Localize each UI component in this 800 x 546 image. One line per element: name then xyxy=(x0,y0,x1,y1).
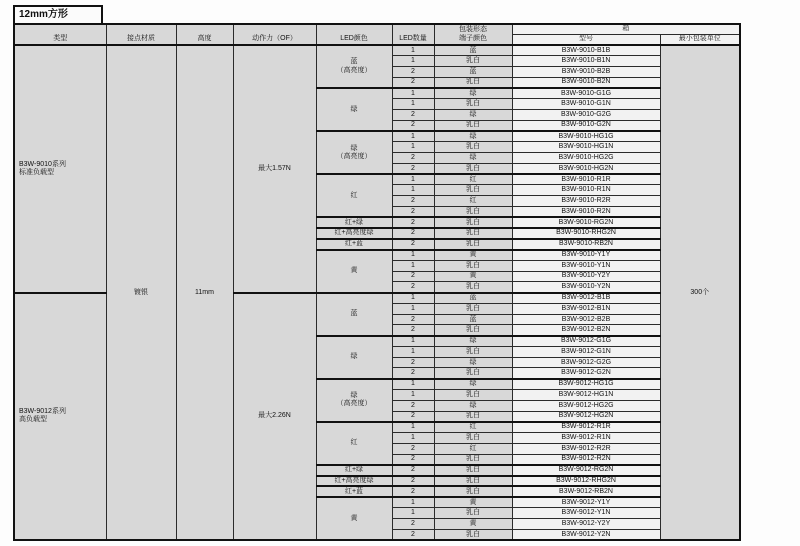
led-count-cell: 2 xyxy=(392,368,434,379)
terminal-color-cell: 乳白 xyxy=(434,228,512,239)
led-count-cell: 2 xyxy=(392,400,434,411)
model-cell: B3W-9010-B1N xyxy=(512,56,660,67)
led-count-cell: 1 xyxy=(392,99,434,110)
led-count-cell: 1 xyxy=(392,433,434,444)
col-header-led-count: LED数量 xyxy=(392,24,434,45)
led-count-cell: 2 xyxy=(392,411,434,422)
col-header-operating-force: 动作力（OF） xyxy=(233,24,316,45)
led-count-cell: 1 xyxy=(392,390,434,401)
model-cell: B3W-9012-G1N xyxy=(512,346,660,357)
led-count-cell: 2 xyxy=(392,282,434,293)
terminal-color-cell: 乳白 xyxy=(434,346,512,357)
led-count-cell: 2 xyxy=(392,77,434,88)
model-cell: B3W-9012-R2N xyxy=(512,454,660,465)
led-count-cell: 2 xyxy=(392,486,434,497)
led-count-cell: 2 xyxy=(392,325,434,336)
ordering-info-table xyxy=(13,23,741,541)
model-cell: B3W-9012-B1B xyxy=(512,293,660,304)
model-cell: B3W-9010-R1R xyxy=(512,174,660,185)
model-cell: B3W-9010-HG1G xyxy=(512,131,660,142)
terminal-color-cell: 蓝 xyxy=(434,314,512,325)
led-count-cell: 1 xyxy=(392,508,434,519)
led-color-cell xyxy=(316,476,392,487)
terminal-color-cell: 乳白 xyxy=(434,239,512,250)
terminal-color-cell: 蓝 xyxy=(434,67,512,78)
led-count-cell: 2 xyxy=(392,228,434,239)
model-cell: B3W-9010-HG2G xyxy=(512,153,660,164)
led-count-cell: 2 xyxy=(392,454,434,465)
terminal-color-cell: 绿 xyxy=(434,88,512,99)
model-cell: B3W-9012-Y2Y xyxy=(512,519,660,530)
model-cell: B3W-9012-HG1G xyxy=(512,379,660,390)
model-cell: B3W-9012-G2G xyxy=(512,357,660,368)
terminal-color-cell: 红 xyxy=(434,422,512,433)
terminal-color-cell: 乳白 xyxy=(434,206,512,217)
led-count-cell: 2 xyxy=(392,271,434,282)
led-color-cell xyxy=(316,131,392,174)
text-line: 黄 xyxy=(350,514,358,522)
model-cell: B3W-9012-Y1Y xyxy=(512,497,660,508)
model-cell: B3W-9012-RHG2N xyxy=(512,476,660,487)
model-cell: B3W-9012-Y1N xyxy=(512,508,660,519)
led-count-cell: 2 xyxy=(392,314,434,325)
terminal-color-cell: 乳白 xyxy=(434,368,512,379)
led-color-cell xyxy=(316,45,392,88)
model-cell: B3W-9010-R1N xyxy=(512,185,660,196)
model-cell: B3W-9012-RB2N xyxy=(512,486,660,497)
led-color-cell xyxy=(316,379,392,422)
led-count-cell: 2 xyxy=(392,196,434,207)
terminal-color-cell: 乳白 xyxy=(434,433,512,444)
led-count-cell: 1 xyxy=(392,379,434,390)
terminal-color-cell: 绿 xyxy=(434,336,512,347)
terminal-color-cell: 绿 xyxy=(434,357,512,368)
text-line: 蓝 xyxy=(350,58,358,66)
led-count-cell: 1 xyxy=(392,88,434,99)
col-header-min-unit: 最小包装单位 xyxy=(660,34,740,45)
type-cell xyxy=(14,293,106,541)
terminal-color-cell: 乳白 xyxy=(434,303,512,314)
led-color-cell xyxy=(316,497,392,540)
led-color-cell xyxy=(316,293,392,336)
model-cell: B3W-9012-RG2N xyxy=(512,465,660,476)
text-line: 红+绿 xyxy=(344,466,364,474)
model-cell: B3W-9010-R2R xyxy=(512,196,660,207)
led-count-cell: 1 xyxy=(392,131,434,142)
led-count-cell: 1 xyxy=(392,336,434,347)
text-line: 绿 xyxy=(350,105,358,113)
model-cell: B3W-9012-B2B xyxy=(512,314,660,325)
height-cell: 11mm xyxy=(176,45,233,540)
led-count-cell: 1 xyxy=(392,303,434,314)
product-row xyxy=(14,45,740,56)
terminal-color-cell: 蓝 xyxy=(434,45,512,56)
led-count-cell: 2 xyxy=(392,476,434,487)
terminal-color-cell: 乳白 xyxy=(434,508,512,519)
terminal-color-cell: 绿 xyxy=(434,110,512,121)
terminal-color-cell: 乳白 xyxy=(434,56,512,67)
col-header-packing-terminal xyxy=(434,24,512,45)
led-count-cell: 1 xyxy=(392,260,434,271)
model-cell: B3W-9010-RHG2N xyxy=(512,228,660,239)
model-cell: B3W-9012-G1G xyxy=(512,336,660,347)
model-cell: B3W-9010-RB2N xyxy=(512,239,660,250)
led-count-cell: 2 xyxy=(392,357,434,368)
model-cell: B3W-9012-B1N xyxy=(512,303,660,314)
led-count-cell: 2 xyxy=(392,206,434,217)
led-count-cell: 2 xyxy=(392,519,434,530)
header-row-1 xyxy=(14,24,740,34)
col-header-model: 型号 xyxy=(512,34,660,45)
terminal-color-cell: 乳白 xyxy=(434,260,512,271)
min-unit-cell: 300个 xyxy=(660,45,740,540)
led-count-cell: 1 xyxy=(392,250,434,261)
text-line: 绿 xyxy=(350,353,358,361)
operating-force-cell: 最大2.26N xyxy=(233,293,316,541)
terminal-color-cell: 乳白 xyxy=(434,454,512,465)
terminal-color-cell: 乳白 xyxy=(434,77,512,88)
model-cell: B3W-9012-R2R xyxy=(512,443,660,454)
model-cell: B3W-9012-B2N xyxy=(512,325,660,336)
led-color-cell xyxy=(316,217,392,228)
model-cell: B3W-9010-G1N xyxy=(512,99,660,110)
model-cell: B3W-9012-HG2G xyxy=(512,400,660,411)
led-count-cell: 2 xyxy=(392,217,434,228)
text-line: 红+高亮度绿 xyxy=(334,229,374,237)
model-cell: B3W-9012-HG1N xyxy=(512,390,660,401)
model-cell: B3W-9010-B1B xyxy=(512,45,660,56)
terminal-color-label: 端子颜色 xyxy=(459,34,487,42)
model-cell: B3W-9010-R2N xyxy=(512,206,660,217)
terminal-color-cell: 乳白 xyxy=(434,185,512,196)
terminal-color-cell: 绿 xyxy=(434,131,512,142)
terminal-color-cell: 绿 xyxy=(434,153,512,164)
text-line: 红+高亮度绿 xyxy=(334,476,374,484)
terminal-color-cell: 乳白 xyxy=(434,163,512,174)
terminal-color-cell: 红 xyxy=(434,174,512,185)
led-count-cell: 2 xyxy=(392,529,434,540)
led-count-cell: 2 xyxy=(392,110,434,121)
model-cell: B3W-9010-Y2Y xyxy=(512,271,660,282)
led-count-cell: 1 xyxy=(392,293,434,304)
col-header-box-group: 箱 xyxy=(512,24,740,34)
terminal-color-cell: 乳白 xyxy=(434,282,512,293)
terminal-color-cell: 绿 xyxy=(434,379,512,390)
model-cell: B3W-9012-HG2N xyxy=(512,411,660,422)
led-color-cell xyxy=(316,239,392,250)
led-color-cell xyxy=(316,486,392,497)
model-cell: B3W-9010-G2G xyxy=(512,110,660,121)
terminal-color-cell: 乳白 xyxy=(434,142,512,153)
led-count-cell: 2 xyxy=(392,163,434,174)
led-count-cell: 2 xyxy=(392,120,434,131)
text-line: 蓝 xyxy=(350,310,358,318)
terminal-color-cell: 蓝 xyxy=(434,293,512,304)
led-count-cell: 1 xyxy=(392,45,434,56)
text-line: 红+绿 xyxy=(344,218,364,226)
col-header-type: 类型 xyxy=(14,24,106,45)
led-color-cell xyxy=(316,174,392,217)
text-line: 红+蓝 xyxy=(344,487,364,495)
terminal-color-cell: 红 xyxy=(434,443,512,454)
terminal-color-cell: 绿 xyxy=(434,400,512,411)
text-line: 黄 xyxy=(350,267,358,275)
terminal-color-cell: 乳白 xyxy=(434,99,512,110)
terminal-color-cell: 黄 xyxy=(434,250,512,261)
terminal-color-cell: 乳白 xyxy=(434,465,512,476)
model-cell: B3W-9010-B2N xyxy=(512,77,660,88)
led-count-cell: 1 xyxy=(392,174,434,185)
led-count-cell: 1 xyxy=(392,142,434,153)
led-count-cell: 2 xyxy=(392,67,434,78)
terminal-color-cell: 黄 xyxy=(434,519,512,530)
terminal-color-cell: 黄 xyxy=(434,497,512,508)
text-line: （高亮度） xyxy=(336,66,372,74)
led-count-cell: 2 xyxy=(392,239,434,250)
model-cell: B3W-9012-R1N xyxy=(512,433,660,444)
led-count-cell: 1 xyxy=(392,346,434,357)
text-line: 标准负载型 xyxy=(19,168,54,176)
led-count-cell: 1 xyxy=(392,185,434,196)
col-header-contact-material: 接点材质 xyxy=(106,24,176,45)
operating-force-cell: 最大1.57N xyxy=(233,45,316,293)
led-color-cell xyxy=(316,465,392,476)
model-cell: B3W-9010-G2N xyxy=(512,120,660,131)
led-color-cell xyxy=(316,250,392,293)
terminal-color-cell: 乳白 xyxy=(434,476,512,487)
led-count-cell: 2 xyxy=(392,465,434,476)
text-line: B3W-9010系列 xyxy=(19,160,66,168)
contact-material-cell: 镀银 xyxy=(106,45,176,540)
text-line: B3W-9012系列 xyxy=(19,408,66,416)
led-count-cell: 2 xyxy=(392,153,434,164)
text-line: （高亮度） xyxy=(336,152,372,160)
model-cell: B3W-9010-HG2N xyxy=(512,163,660,174)
text-line: 红 xyxy=(350,439,358,447)
led-color-cell xyxy=(316,336,392,379)
terminal-color-cell: 乳白 xyxy=(434,390,512,401)
terminal-color-cell: 乳白 xyxy=(434,120,512,131)
led-color-cell xyxy=(316,88,392,131)
text-line: 红 xyxy=(350,191,358,199)
section-title: 12mm方形 xyxy=(19,9,68,20)
terminal-color-cell: 黄 xyxy=(434,271,512,282)
model-cell: B3W-9010-Y2N xyxy=(512,282,660,293)
model-cell: B3W-9012-R1R xyxy=(512,422,660,433)
terminal-color-cell: 红 xyxy=(434,196,512,207)
col-header-led-color: LED颜色 xyxy=(316,24,392,45)
text-line: 高负载型 xyxy=(19,416,47,424)
text-line: 绿 xyxy=(350,392,358,400)
led-count-cell: 1 xyxy=(392,497,434,508)
model-cell: B3W-9010-HG1N xyxy=(512,142,660,153)
text-line: 红+蓝 xyxy=(344,240,364,248)
led-count-cell: 1 xyxy=(392,422,434,433)
led-count-cell: 1 xyxy=(392,56,434,67)
model-cell: B3W-9010-G1G xyxy=(512,88,660,99)
model-cell: B3W-9010-RG2N xyxy=(512,217,660,228)
text-line: 绿 xyxy=(350,144,358,152)
terminal-color-cell: 乳白 xyxy=(434,486,512,497)
table-body xyxy=(14,45,740,540)
col-header-height: 高度 xyxy=(176,24,233,45)
led-count-cell: 2 xyxy=(392,443,434,454)
text-line: （高亮度） xyxy=(336,400,372,408)
model-cell: B3W-9012-Y2N xyxy=(512,529,660,540)
model-cell: B3W-9012-G2N xyxy=(512,368,660,379)
model-cell: B3W-9010-Y1N xyxy=(512,260,660,271)
terminal-color-cell: 乳白 xyxy=(434,217,512,228)
model-cell: B3W-9010-Y1Y xyxy=(512,250,660,261)
terminal-color-cell: 乳白 xyxy=(434,529,512,540)
type-cell xyxy=(14,45,106,293)
led-color-cell xyxy=(316,422,392,465)
terminal-color-cell: 乳白 xyxy=(434,411,512,422)
terminal-color-cell: 乳白 xyxy=(434,325,512,336)
led-color-cell xyxy=(316,228,392,239)
section-title-box xyxy=(13,5,103,25)
model-cell: B3W-9010-B2B xyxy=(512,67,660,78)
packing-form-label: 包装形态 xyxy=(459,26,487,34)
table-header xyxy=(14,24,740,45)
